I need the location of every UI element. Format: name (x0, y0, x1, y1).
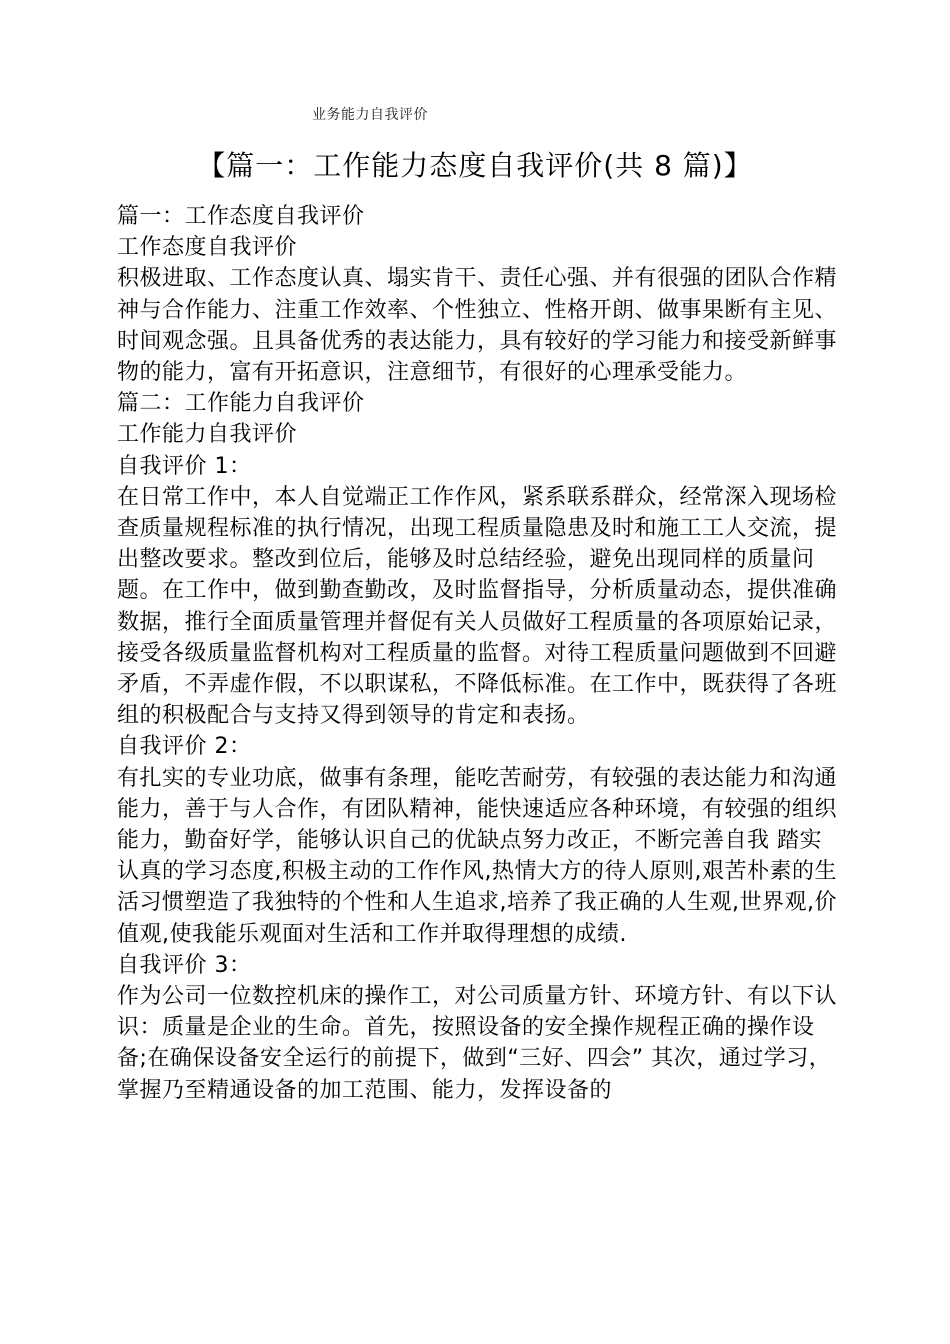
evaluation-label-3: 自我评价 3： (117, 952, 252, 978)
evaluation-label-1: 自我评价 1： (117, 453, 252, 479)
evaluation-label-2: 自我评价 2： (117, 734, 252, 760)
document-title: 【篇一：工作能力态度自我评价(共 8 篇)】 (197, 149, 753, 182)
document-body (117, 201, 839, 1106)
paragraph-3: 有扎实的专业功底，做事有条理，能吃苦耐劳，有较强的表达能力和沟通能力，善于与人合作，有团队精神，能快速适应各种环境，有较强的组织能力，勤奋好学，能够认识自己的优缺点努力改正，不断完善自我 踏实认真的学习态度,积极主动的工作作风,热情大方的待人原则,艰苦朴素的生活习惯塑造了我独特的个性和人生追求,培养了我正确的人生观,世界观,价值观,使我能乐观面对生活和工作并取得理想的成绩. (117, 765, 838, 947)
section-heading-1: 篇一：工作态度自我评价 (117, 204, 365, 229)
page-header: 业务能力自我评价 (312, 107, 428, 123)
subheading-2: 工作能力自我评价 (117, 422, 298, 448)
paragraph-4: 作为公司一位数控机床的操作工，对公司质量方针、环境方针、有以下认识：质量是企业的生命。首先，按照设备的安全操作规程正确的操作设备;在确保设备安全运行的前提下，做到“三好、四会” 其次，通过学习，掌握乃至精通设备的加工范围、能力，发挥设备的 (117, 984, 838, 1103)
paragraph-2: 在日常工作中，本人自觉端正工作作风，紧系联系群众，经常深入现场检查质量规程标准的执行情况，出现工程质量隐患及时和施工工人交流，提出整改要求。整改到位后，能够及时总结经验，避免出现同样的质量问题。在工作中，做到勤查勤改，及时监督指导，分析质量动态，提供准确数据，推行全面质量管理并督促有关人员做好工程质量的各项原始记录，接受各级质量监督机构对工程质量的监督。对待工程质量问题做到不回避矛盾，不弄虚作假，不以职谋私，不降低标准。在工作中，既获得了各班组的积极配合与支持又得到领导的肯定和表扬。 (117, 484, 838, 729)
paragraph-1: 积极进取、工作态度认真、塌实肯干、责任心强、并有很强的团队合作精神与合作能力、注重工作效率、个性独立、性格开朗、做事果断有主见、时间观念强。且具备优秀的表达能力，具有较好的学习能力和接受新鲜事物的能力，富有开拓意识，注意细节，有很好的心理承受能力。 (117, 266, 838, 386)
subheading-1: 工作态度自我评价 (117, 235, 298, 261)
section-heading-2: 篇二：工作能力自我评价 (117, 391, 365, 417)
